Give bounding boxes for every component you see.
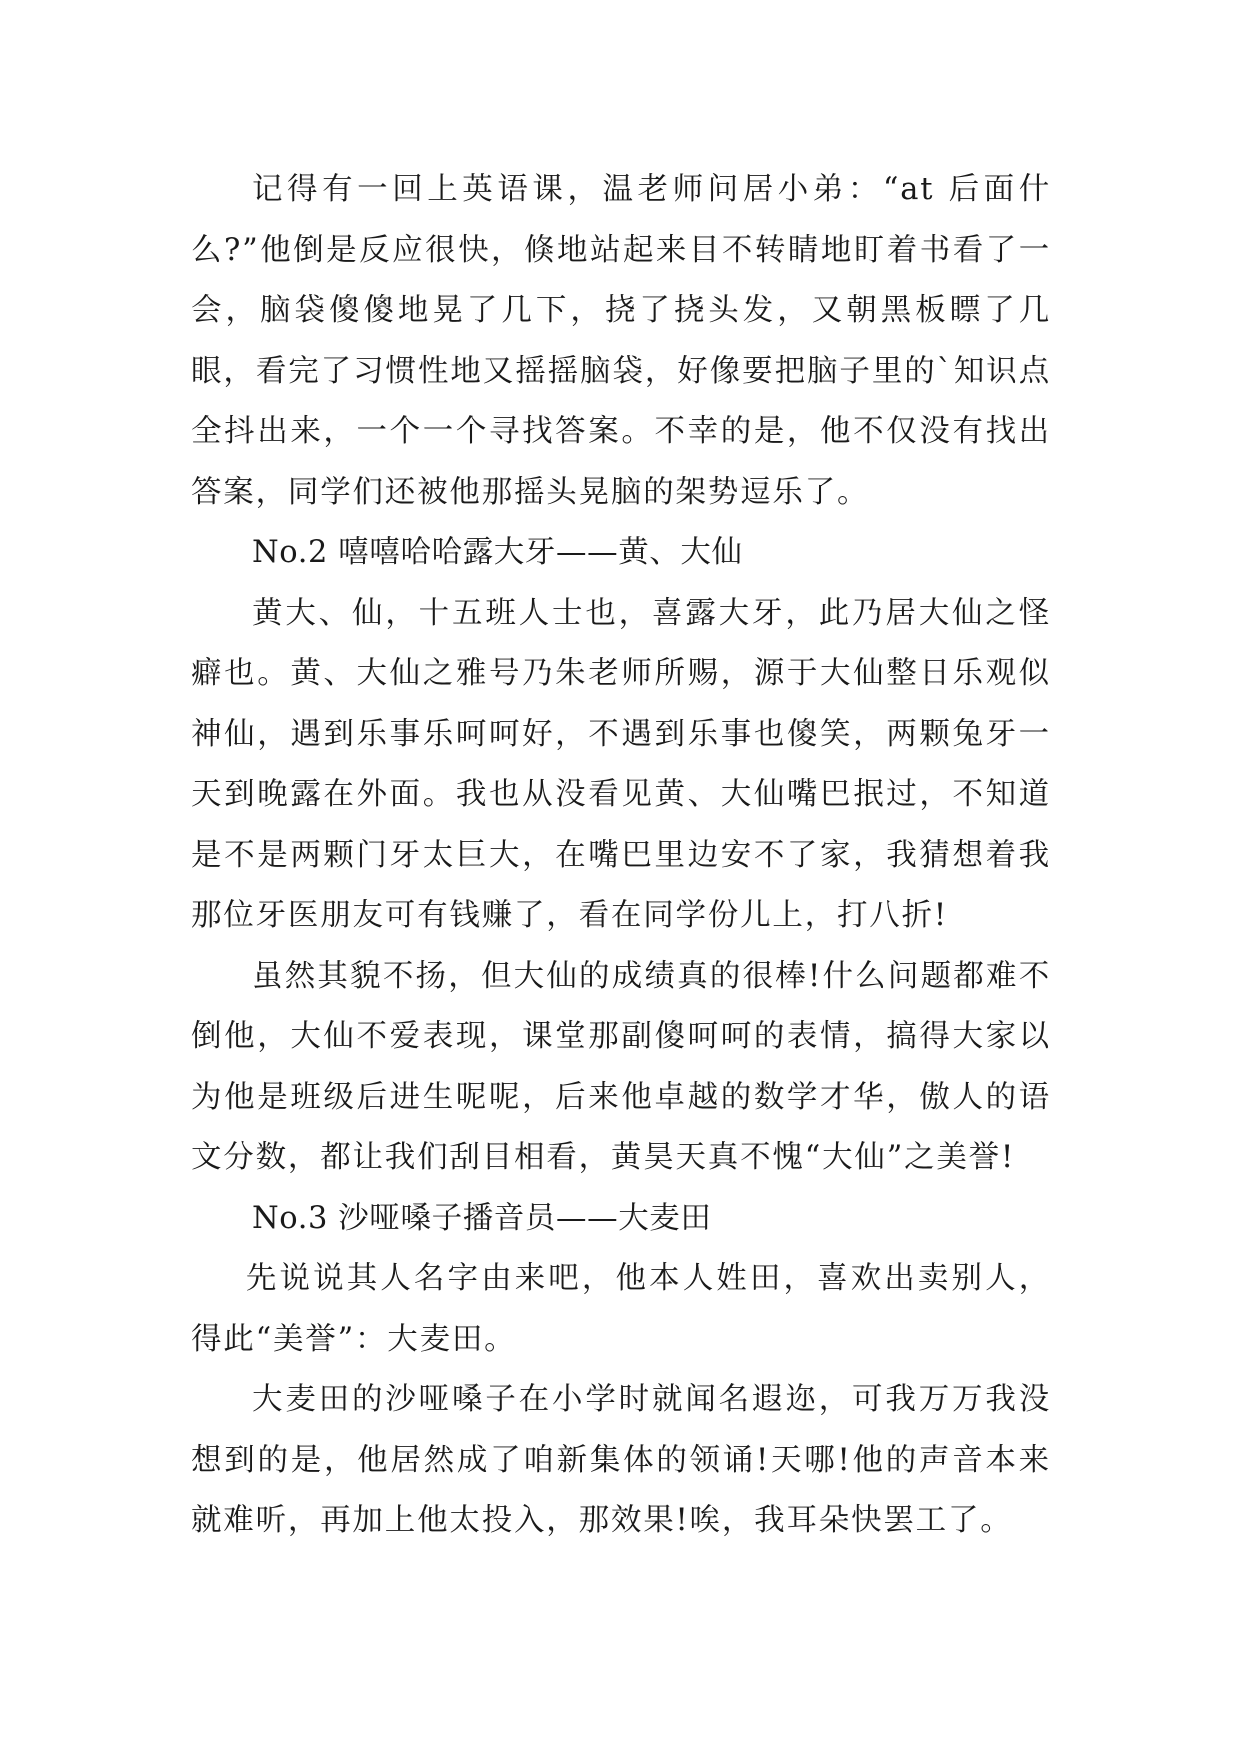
section-heading-no3: No.3 沙哑嗓子播音员——大麦田 bbox=[252, 1200, 712, 1236]
paragraph-name-origin: 先说说其人名字由来吧，他本人姓田，喜欢出卖别人，得此“美誉”：大麦田。 bbox=[191, 1261, 1051, 1357]
section-heading-no2: No.2 嘻嘻哈哈露大牙——黄、大仙 bbox=[252, 535, 743, 570]
paragraph-huang-daxian: 黄大、仙，十五班人士也，喜露大牙，此乃居大仙之怪癖也。黄、大仙之雅号乃朱老师所赐，源于大仙整日乐观似神仙，遇到乐事乐呵呵好，不遇到乐事也傻笑，两颗兔牙一天到晚露在外面。我也从没看见黄、大仙嘴巴抿过，不知道是不是两颗门牙太巨大，在嘴巴里边安不了家，我猜想着我那位牙医朋友可有钱赚了，看在同学份儿上，打八折! bbox=[191, 595, 1051, 933]
paragraph-english-class: 记得有一回上英语课，温老师问居小弟：“at 后面什么?”他倒是反应很快，倏地站起来目不转睛地盯着书看了一会，脑袋傻傻地晃了几下，挠了挠头发，又朝黑板瞟了几眼，看完了习惯性地又摇摇脑袋，好像要把脑子里的`知识点全抖出来，一个一个寻找答案。不幸的是，他不仅没有找出答案，同学们还被他那摇头晃脑的架势逗乐了。 bbox=[191, 172, 1051, 510]
paragraph-daxian-grades: 虽然其貌不扬，但大仙的成绩真的很棒!什么问题都难不倒他，大仙不爱表现，课堂那副傻呵呵的表情，搞得大家以为他是班级后进生呢呢，后来他卓越的数学才华，傲人的语文分数，都让我们刮目相看，黄昊天真不愧“大仙”之美誉! bbox=[191, 958, 1051, 1175]
document-body bbox=[191, 160, 1051, 1552]
paragraph-hoarse-voice: 大麦田的沙哑嗓子在小学时就闻名遐迩，可我万万我没想到的是，他居然成了咱新集体的领诵!天哪!他的声音本来就难听，再加上他太投入，那效果!唉，我耳朵快罢工了。 bbox=[191, 1382, 1051, 1538]
